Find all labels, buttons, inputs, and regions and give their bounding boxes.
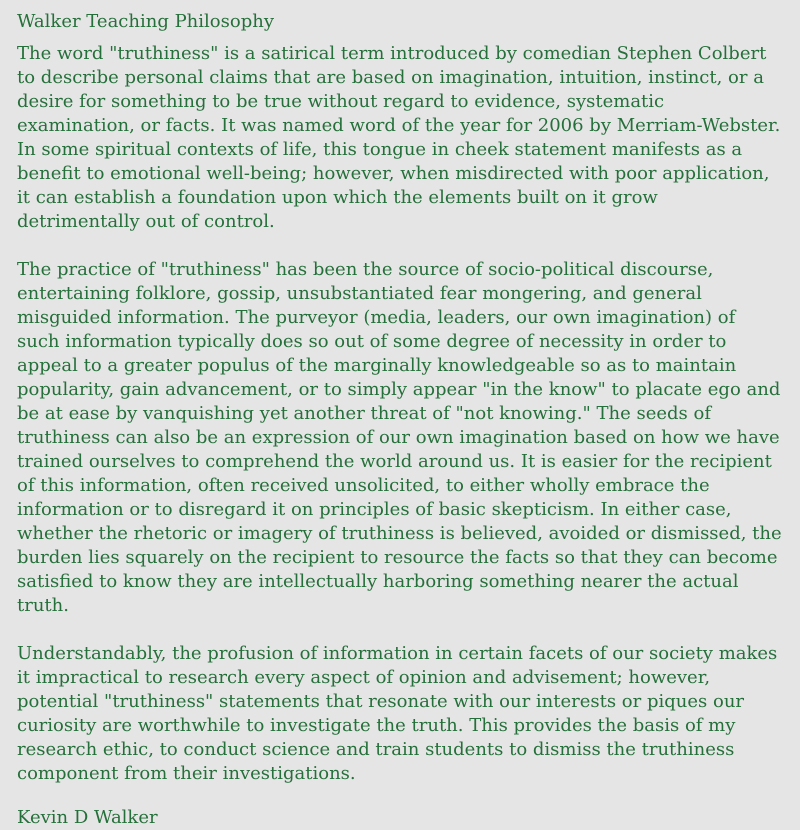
paragraph-2: The practice of "truthiness" has been the source of socio-political discourse, entertaining folklore, gossip, unsubstantiated fear mongering, and general misguided information. The purveyor (media, leaders, our own imagination) of such information typically does so out of some degree of necessity in order to appeal to a greater populus of the marginally knowledgeable so as to maintain popularity, gain advancement, or to simply appear "in the know" to placate ego and be at ease by vanquishing yet another threat of "not knowing." The seeds of truthiness can also be an expression of our own imagination based on how we have trained ourselves to comprehend the world around us. It is easier for the recipient of this information, often received unsolicited, to either wholly embrace the information or to disregard it on principles of basic skepticism. In either case, whether the rhetoric or imagery of truthiness is believed, avoided or dismissed, the burden lies squarely on the recipient to resource the facts so that they can become satisfied to know they are intellectually harboring something nearer the actual truth. bbox=[17, 259, 782, 616]
page-title: Walker Teaching Philosophy bbox=[17, 11, 274, 32]
paragraph-1: The word "truthiness" is a satirical term introduced by comedian Stephen Colbert to describe personal claims that are based on imagination, intuition, instinct, or a desire for something to be true without regard to evidence, systematic examination, or facts. It was named word of the year for 2006 by Merriam-Webster. In some spiritual contexts of life, this tongue in cheek statement manifests as a benefit to emotional well-being; however, when misdirected with poor application, it can establish a foundation upon which the elements built on it grow detrimentally out of control. bbox=[17, 43, 781, 232]
author-signature: Kevin D Walker bbox=[17, 807, 158, 828]
paragraph-3: Understandably, the profusion of information in certain facets of our society makes it impractical to research every aspect of opinion and advisement; however, potential "truthiness" statements that resonate with our interests or piques our curiosity are worthwhile to investigate the truth. This provides the basis of my research ethic, to conduct science and train students to dismiss the truthiness component from their investigations. bbox=[17, 643, 778, 784]
